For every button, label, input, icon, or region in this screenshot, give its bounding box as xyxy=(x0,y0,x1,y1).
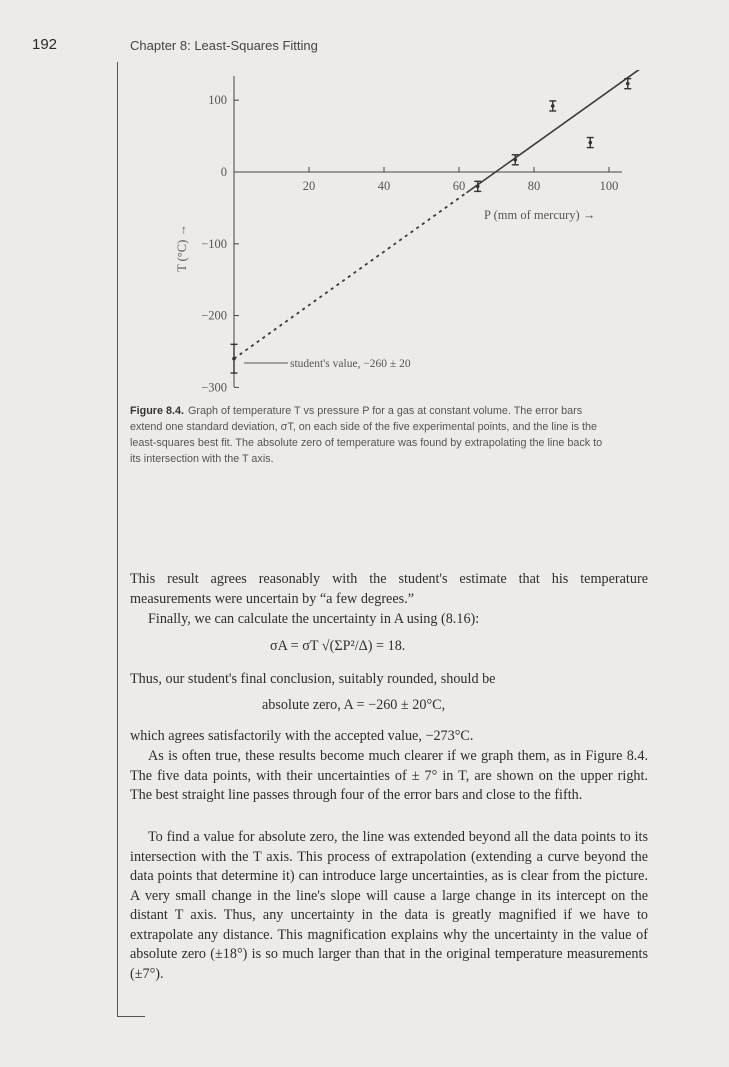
running-head: Chapter 8: Least-Squares Fitting xyxy=(130,38,318,53)
x-tick-label: 60 xyxy=(452,179,466,193)
y-axis-label: T (°C) → xyxy=(175,224,189,272)
x-tick-label: 80 xyxy=(527,179,541,193)
y-tick-label: 0 xyxy=(220,165,227,179)
x-tick-label: 100 xyxy=(599,179,619,193)
data-point xyxy=(551,104,555,108)
caption-label: Figure 8.4. xyxy=(130,405,185,417)
y-tick-label: −300 xyxy=(201,380,227,395)
data-point xyxy=(588,141,592,145)
equation-sigma-a: σA = σT √(ΣP²/Δ) = 18. xyxy=(270,638,406,654)
data-point xyxy=(626,82,630,86)
x-tick-label: 40 xyxy=(377,179,391,193)
y-tick-label: −200 xyxy=(201,308,227,323)
paragraph: Thus, our student's final conclusion, suitably rounded, should be xyxy=(130,671,496,687)
margin-rule xyxy=(117,62,118,1017)
fit-line-extrapolated xyxy=(234,193,467,359)
x-axis-label: P (mm of mercury) → xyxy=(484,208,596,222)
y-tick-label: 100 xyxy=(208,93,227,108)
page-number: 192 xyxy=(32,36,58,53)
intercept-point xyxy=(232,357,236,361)
margin-rule-foot xyxy=(117,1016,145,1017)
paragraph: As is often true, these results become much clearer if we graph them, as in Figure 8.4. The five data points, with their uncertainties of ± 7° in T, are shown on the upper right. The best straight line passes through four of the error bars and close to the fifth. xyxy=(130,748,648,803)
paragraph: To find a value for absolute zero, the line was extended beyond all the data points to its intersection with the T axis. This process of extrapolation (extending a curve beyond the data points that determine it) can introduce large uncertainties, as is clear from the picture. A very small change in the line's slope will cause a large change in its intercept on the distant T axis. Thus, any uncertainty in the data is greatly magnified if we have to extrapolate any distance. This magnification explains why the uncertainty in the value of absolute zero (±18°) is so much larger than that in the original temperature measurements (±7°). xyxy=(130,829,648,982)
figure-caption xyxy=(130,403,610,467)
fit-line xyxy=(467,70,641,193)
equation-absolute-zero: absolute zero, A = −260 ± 20°C, xyxy=(262,697,446,713)
paragraph: Finally, we can calculate the uncertainty in A using (8.16): xyxy=(148,611,480,627)
y-tick-label: −100 xyxy=(201,236,227,251)
data-point xyxy=(476,185,480,189)
x-tick-label: 20 xyxy=(302,179,316,193)
paragraph: This result agrees reasonably with the student's estimate that his temperature measurements were uncertain by “a few degrees.” xyxy=(130,571,648,607)
annotation-text: student's value, −260 ± 20 xyxy=(290,358,411,370)
paragraph: which agrees satisfactorily with the accepted value, −273°C. xyxy=(130,728,474,744)
data-point xyxy=(513,158,517,162)
caption-text: Graph of temperature T vs pressure P for a gas at constant volume. The error bars extend one standard deviation, σT, on each side of the five experimental points, and the line is the least-squares best fit. The absolute zero of temperature was found by extrapolating the line back to its intersection with the T axis. xyxy=(130,405,603,465)
figure-8-4-chart xyxy=(150,70,640,400)
